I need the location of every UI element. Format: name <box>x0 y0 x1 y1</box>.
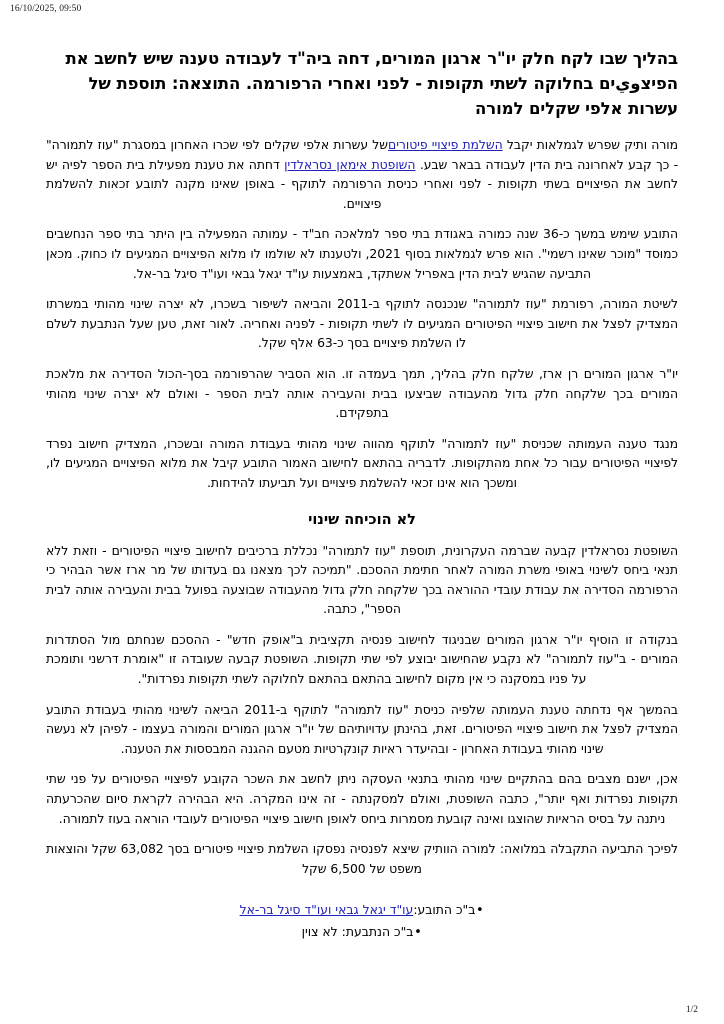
counsel-list <box>46 900 678 942</box>
inline-link[interactable]: השלמת פיצויי פיטורים <box>388 137 503 152</box>
list-item-label: ב"כ התובע: <box>413 902 476 918</box>
article-paragraph: מנגד טענה העמותה שכניסת "עוז לתמורה" לתוקף מהווה שינוי מהותי בעבודת המורה ובשכרו, המצדיק חישוב נפרד לפיצויי הפיטורים עבור כל אחת מהתקופות. לדבריה בהתאם לחישוב האמור התובע קיבל את מלוא הפיצויים המגיעים לו, ומשכך הוא אינו זכאי להשלמת פיצויים ועל תביעתו להידחות. <box>46 435 678 490</box>
article-paragraph: יו"ר ארגון המורים רן ארז, שלקח חלק בהליך, תמך בעמדה זו. הוא הסביר שהרפורמה בסך-הכול הסדירה את מלאכת המורים בכך שלקחה חלק גדול מהעבודה שביצעו בבית והעבירה אותה לבית הספר - ואולם לא יצרה שינוי מהותי בתפקידם. <box>46 365 678 421</box>
counsel-link[interactable]: עו"ד יגאל גבאי ועו"ד סיגל בר-אל <box>239 902 414 918</box>
article-paragraph: מורה ותיק שפרש לגמלאות יקבל השלמת פיצויי פיטוריםשל עשרות אלפי שקלים לפי שכרו האחרון במסגרת "עוז לתמורה" - כך קבע לאחרונה בית הדין לעבודה בבאר שבע. השופטת אימאן נסראלדין דחתה את טענת מפעילת בית הספר לפיה יש לחשב את הפיצויים בשתי תקופות - לפני ואחרי כניסת הרפורמה לתוקף - באופן שאינו מקנה לתובע זכאות להשלמת פיצויים. <box>46 137 678 211</box>
article-paragraph: לשיטת המורה, רפורמת "עוז לתמורה" שנכנסה לתוקף ב-2011 והביאה לשיפור בשכרו, לא יצרה שינוי מהותי במשרתו המצדיק לפצל את חישוב פיצויי הפיטורים המגיעים לו לשתי תקופות - לפניה ואחריה. לאור זאת, טען שעל הנתבעת לשלם לו השלמת פיצויים בסך כ-63 אלף שקל. <box>46 296 678 351</box>
article-body <box>46 46 678 944</box>
section-heading: לא הוכיחה שינוי <box>308 511 416 528</box>
article-paragraph: התובע שימש במשך כ-36 שנה כמורה באגודת בתי ספר למלאכה חב"ד - עמותה המפעילה בין היתר בתי ספר הנחשבים כמוסד "מוכר שאינו רשמי". הוא פרש לגמלאות בסוף 2021, ולטענתו לא שולמו לו מלוא הפיצויים המגיעים לו כחוק. מכאן התביעה שהגיש לבית הדין באפריל אשתקד, באמצעות עו"ד יגאל גבאי ועו"ד סיגל בר-אל. <box>46 226 679 281</box>
print-timestamp: 16/10/2025, 09:50 <box>10 4 82 14</box>
article-paragraph: אכן, ישנם מצבים בהם בהתקיים שינוי מהותי בתנאי העסקה ניתן לחשב את השכר הקובע לפיצויי הפיטורים על פני שתי תקופות נפרדות ואף יותר", כתבה השופטת, ואולם למסקנתה - זה אינו המקרה. היא הבהירה לקראת סיום שהכרעתה ניתנה על בסיס הראיות שהוצגו ואינה קובעת מסמרות ביחס לאופן חישוב פיצויי הפיטורים לעובדי הוראה בעוז לתמורה. <box>46 771 678 826</box>
article-paragraphs-top <box>46 135 678 493</box>
article-paragraph: בהמשך אף נדחתה טענת העמותה שלפיה כניסת "עוז לתמורה" לתוקף ב-2011 הביאה לשינוי מהותי בעבודת התובע המצדיק לפצל את חישוב פיצויי הפיטורים. זאת, בהינתן עדויותיהם של יו"ר ארגון המורים והמורה בעצמו - לפיהן לא נעשה שינוי מהותי בעבודת האחרון - ובהיעדר ראיות קונקרטיות מטעם ההגנה המבססות את הטענה. <box>46 701 679 756</box>
inline-link[interactable]: השופטת אימאן נסראלדין <box>284 156 416 172</box>
article-paragraph: בנקודה זו הוסיף יו"ר ארגון המורים שבניגוד לחישוב פנסיה תקציבית ב"אופק חדש" - ההסכם שנחתם מול הסתדרות המורים - ב"עוז לתמורה" לא נקבע שהחישוב יבוצע לפי שתי תקופות. השופטת קבעה שעובדה זו "אומרת דרשני ותומכת על פניו במסקנה כי אין מקום לחישוב בהתאם בהתאם לחלוקה לשתי תקופות נפרדות". <box>46 631 678 687</box>
print-footer <box>0 1004 724 1016</box>
bullet-icon: • <box>476 903 484 919</box>
print-header <box>0 3 724 15</box>
article-paragraph: לפיכך התביעה התקבלה במלואה: למורה הוותיק שיצא לפנסיה נפסקו השלמת פיצויי פיטורים בסך 63,082 שקל והוצאות משפט של 6,500 שקל <box>46 841 678 876</box>
article-paragraphs-bottom <box>46 541 678 879</box>
list-item <box>46 922 678 942</box>
bullet-icon: • <box>414 925 422 941</box>
page-number: 1/2 <box>685 1005 698 1015</box>
list-item <box>46 900 678 920</box>
page-title: בהליך שבו לקח חלק יו"ר ארגון המורים, דחה ביה"ד לעבודה טענה שיש לחשב את הפיצويים בחלוקה לשתי תקופות - לפני ואחרי הרפורמה. התוצאה: תוספת של עשרות אלפי שקלים למורה <box>65 49 678 118</box>
article-paragraph: השופטת נסראלדין קבעה שברמה העקרונית, תוספת "עוז לתמורה" נכללת ברכיבים לחישוב פיצויי הפיטורים - וזאת ללא תנאי ביחס לשינוי באופי משרת המורה לאחר חתימת ההסכם. "תמיכה לכך מצאנו גם בעדותו של מר ארז אשר הבהיר כי הרפורמה הסדירה את עבודת עובדי ההוראה בכך שלקחה חלק גדול מהעבודה שבוצעה בפועל בבית והעבירה אותה לבית הספר", כתבה. <box>46 542 678 617</box>
list-item-label: ב"כ הנתבעת: לא צוין <box>301 924 414 940</box>
